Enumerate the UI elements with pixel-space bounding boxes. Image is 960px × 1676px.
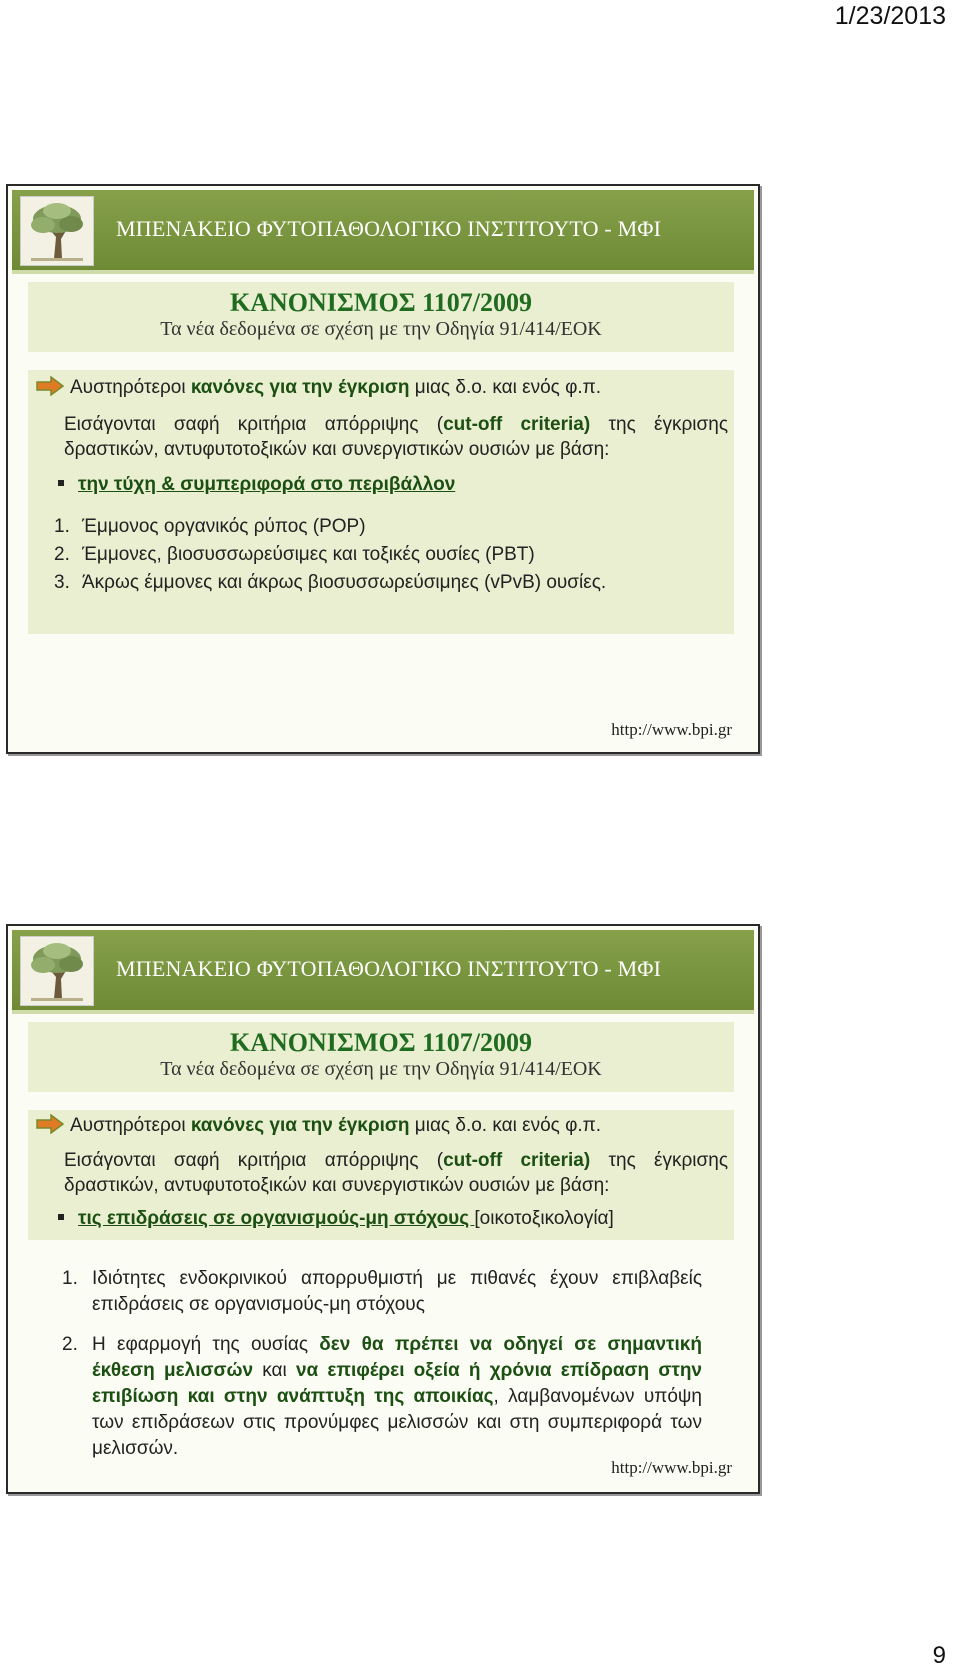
bullet-square-icon: [58, 1214, 64, 1220]
slide-1: [6, 184, 760, 754]
arrow-text-bold: κανόνες για την έγκριση: [190, 1115, 410, 1136]
bullet-text: την τύχη & συμπεριφορά στο περιβάλλον: [78, 474, 456, 495]
criteria-list: [54, 514, 724, 598]
slide-title: ΚΑΝΟΝΙΣΜΟΣ 1107/2009: [230, 288, 532, 317]
page-date: 1/23/2013: [834, 2, 946, 30]
item-number: 2.: [62, 1334, 78, 1355]
item-text: Άκρως έμμονες και άκρως βιοσυσσωρεύσιμηες (vPvB) ουσίες.: [82, 572, 607, 593]
institute-title: ΜΠΕΝΑΚΕΙΟ ΦΥΤΟΠΑΘΟΛΟΓΙΚΟ ΙΝΣΤΙΤΟΥΤΟ - ΜΦΙ: [116, 216, 662, 241]
arrow-text-post: μιας δ.ο. και ενός φ.π.: [409, 377, 602, 398]
item2-bold-1: δεν θα πρέπει να οδηγεί σε σημαντική έκθεση μελισσών: [92, 1334, 702, 1381]
page-number: 9: [932, 1642, 946, 1669]
intro-bold: cut-off criteria): [443, 414, 591, 435]
right-arrow-icon: [36, 1114, 64, 1134]
slide-subtitle: Τα νέα δεδομένα σε σχέση με την Οδηγία 91/414/ΕΟΚ: [160, 1058, 602, 1080]
list-item: [54, 570, 724, 595]
item-text: Έμμονος οργανικός ρύπος (POP): [82, 516, 366, 537]
intro-post: της έγκρισης δραστικών, αντυφυτοτοξικών και συνεργιστικών ουσιών με βάση:: [64, 1150, 728, 1196]
intro-pre: Εισάγονται σαφή κριτήρια απόρριψης (: [64, 1150, 444, 1171]
content-panel: [28, 370, 734, 634]
item-number: 1.: [62, 1268, 78, 1289]
slide-title: ΚΑΝΟΝΙΣΜΟΣ 1107/2009: [230, 1028, 532, 1057]
criteria-bullet: [58, 1208, 614, 1230]
list-item: [62, 1332, 702, 1462]
item-number: 1.: [54, 516, 70, 537]
effects-list: [62, 1266, 702, 1476]
content-panel: [28, 1110, 734, 1240]
item-text: [92, 1332, 702, 1462]
arrow-text-post: μιας δ.ο. και ενός φ.π.: [409, 1115, 602, 1136]
right-arrow-icon: [36, 376, 64, 396]
item2-mid: και: [253, 1360, 296, 1381]
slide-header: [12, 190, 754, 274]
arrow-text-pre: Αυστηρότεροι: [70, 1115, 191, 1136]
intro-pre: Εισάγονται σαφή κριτήρια απόρριψης (: [64, 414, 444, 435]
arrow-statement: [36, 1114, 601, 1137]
arrow-text-pre: Αυστηρότεροι: [70, 377, 191, 398]
list-item: [62, 1266, 702, 1318]
item2-post: , λαμβανομένων υπόψη των επιδράσεων στις προνύμφες μελισσών και στη συμπεριφορά των μελισσών.: [92, 1386, 702, 1459]
slide-title-box: [28, 1022, 734, 1092]
footer-url[interactable]: http://www.bpi.gr: [611, 720, 732, 739]
list-item: [54, 542, 724, 567]
item-number: 2.: [54, 544, 70, 565]
slide-title-box: [28, 282, 734, 352]
item2-pre: Η εφαρμογή της ουσίας: [92, 1334, 320, 1355]
intro-bold: cut-off criteria): [443, 1150, 591, 1171]
item-number: 3.: [54, 572, 70, 593]
item2-bold-2: να επιφέρει οξεία ή χρόνια επίδραση στην επιβίωση και στην ανάπτυξη της αποικίας: [92, 1360, 702, 1407]
arrow-text-bold: κανόνες για την έγκριση: [190, 377, 410, 398]
bullet-square-icon: [58, 480, 64, 486]
slide-2: [6, 924, 760, 1494]
criteria-bullet: [58, 474, 455, 496]
institute-title: ΜΠΕΝΑΚΕΙΟ ΦΥΤΟΠΑΘΟΛΟΓΙΚΟ ΙΝΣΤΙΤΟΥΤΟ - ΜΦΙ: [116, 956, 662, 981]
item-text: Ιδιότητες ενδοκρινικού απορρυθμιστή με πιθανές έχουν επιβλαβείς επιδράσεις σε οργανισμούς-μη στόχους: [92, 1268, 702, 1315]
intro-paragraph: [64, 412, 728, 462]
slide-subtitle: Τα νέα δεδομένα σε σχέση με την Οδηγία 91/414/ΕΟΚ: [160, 318, 602, 340]
olive-tree-logo-icon: [20, 196, 94, 266]
bullet-text-rest: [οικοτοξικολογία]: [474, 1208, 614, 1229]
slide-header: [12, 930, 754, 1014]
intro-paragraph: [64, 1148, 728, 1198]
intro-post: της έγκρισης δραστικών, αντυφυτοτοξικών και συνεργιστικών ουσιών με βάση:: [64, 414, 728, 460]
olive-tree-logo-icon: [20, 936, 94, 1006]
item-text: Έμμονες, βιοσυσσωρεύσιμες και τοξικές ουσίες (PBT): [82, 544, 535, 565]
footer-url[interactable]: http://www.bpi.gr: [611, 1458, 732, 1477]
arrow-statement: [36, 376, 601, 399]
list-item: [54, 514, 724, 539]
bullet-text-underlined: τις επιδράσεις σε οργανισμούς-μη στόχους: [78, 1208, 475, 1229]
